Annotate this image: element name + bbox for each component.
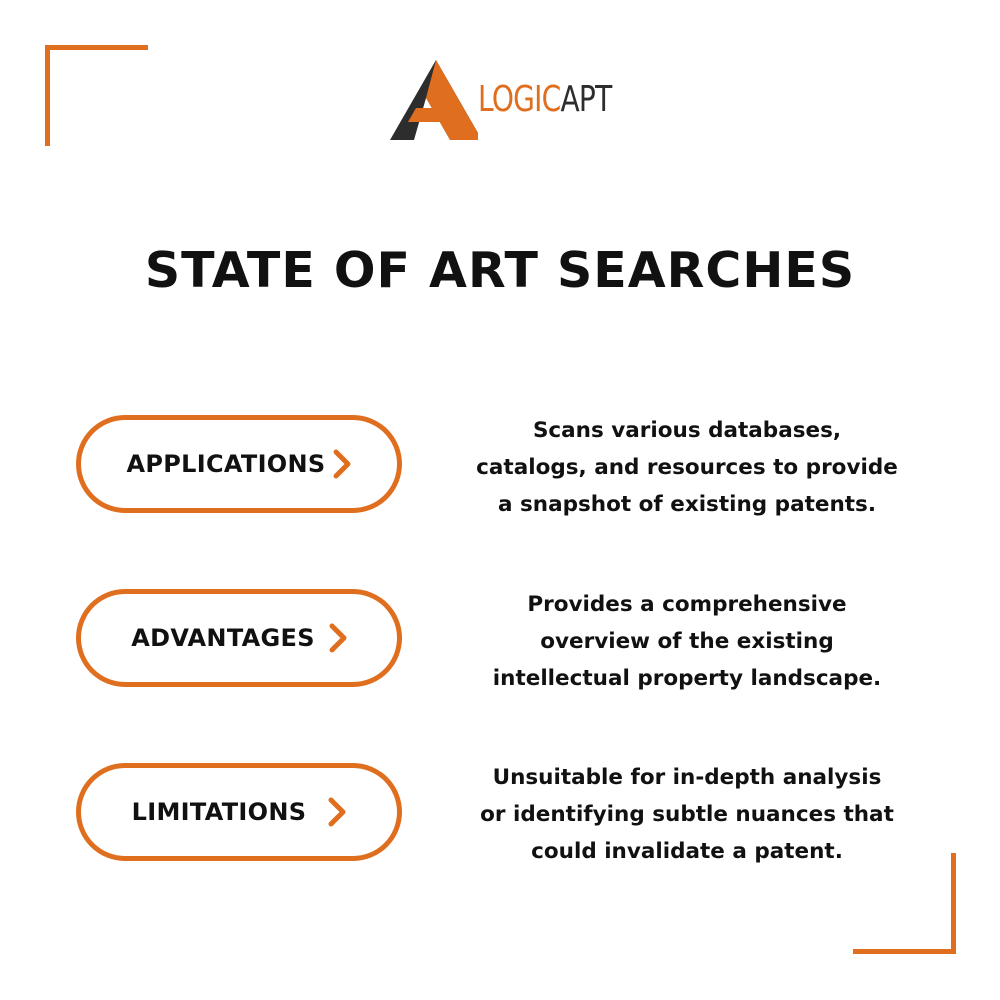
description-line: intellectual property landscape. [492,666,882,691]
chevron-right-icon [328,797,346,827]
limitations-description [432,759,942,870]
description-line: Unsuitable for in-depth analysis [492,765,882,790]
description-line: or identifying subtle nuances that [480,802,894,827]
logo-wordmark [478,79,611,120]
row-limitations [0,763,1000,883]
pill-label: ADVANTAGES [131,624,315,652]
applications-description [432,412,942,523]
advantages-description [432,586,942,697]
row-applications [0,415,1000,535]
pill-label: APPLICATIONS [126,450,326,478]
description-line: overview of the existing [540,629,834,654]
description-line: catalogs, and resources to provide [476,455,898,480]
description-line: a snapshot of existing patents. [498,492,876,517]
chevron-right-icon [333,449,351,479]
chevron-right-icon [329,623,347,653]
corner-frame-top-left [45,45,148,146]
pill-label: LIMITATIONS [131,798,307,826]
advantages-pill [76,589,402,687]
description-line: could invalidate a patent. [531,839,843,864]
limitations-pill [76,763,402,861]
row-advantages [0,589,1000,709]
description-line: Provides a comprehensive [527,592,847,617]
logo [388,58,618,142]
description-line: Scans various databases, [532,418,842,443]
page-title: STATE OF ART SEARCHES [144,242,856,299]
applications-pill [76,415,402,513]
logo-text-apt: APT [560,79,612,120]
logo-triangle-icon [388,58,478,142]
logo-text-logic: LOGIC [478,79,561,120]
